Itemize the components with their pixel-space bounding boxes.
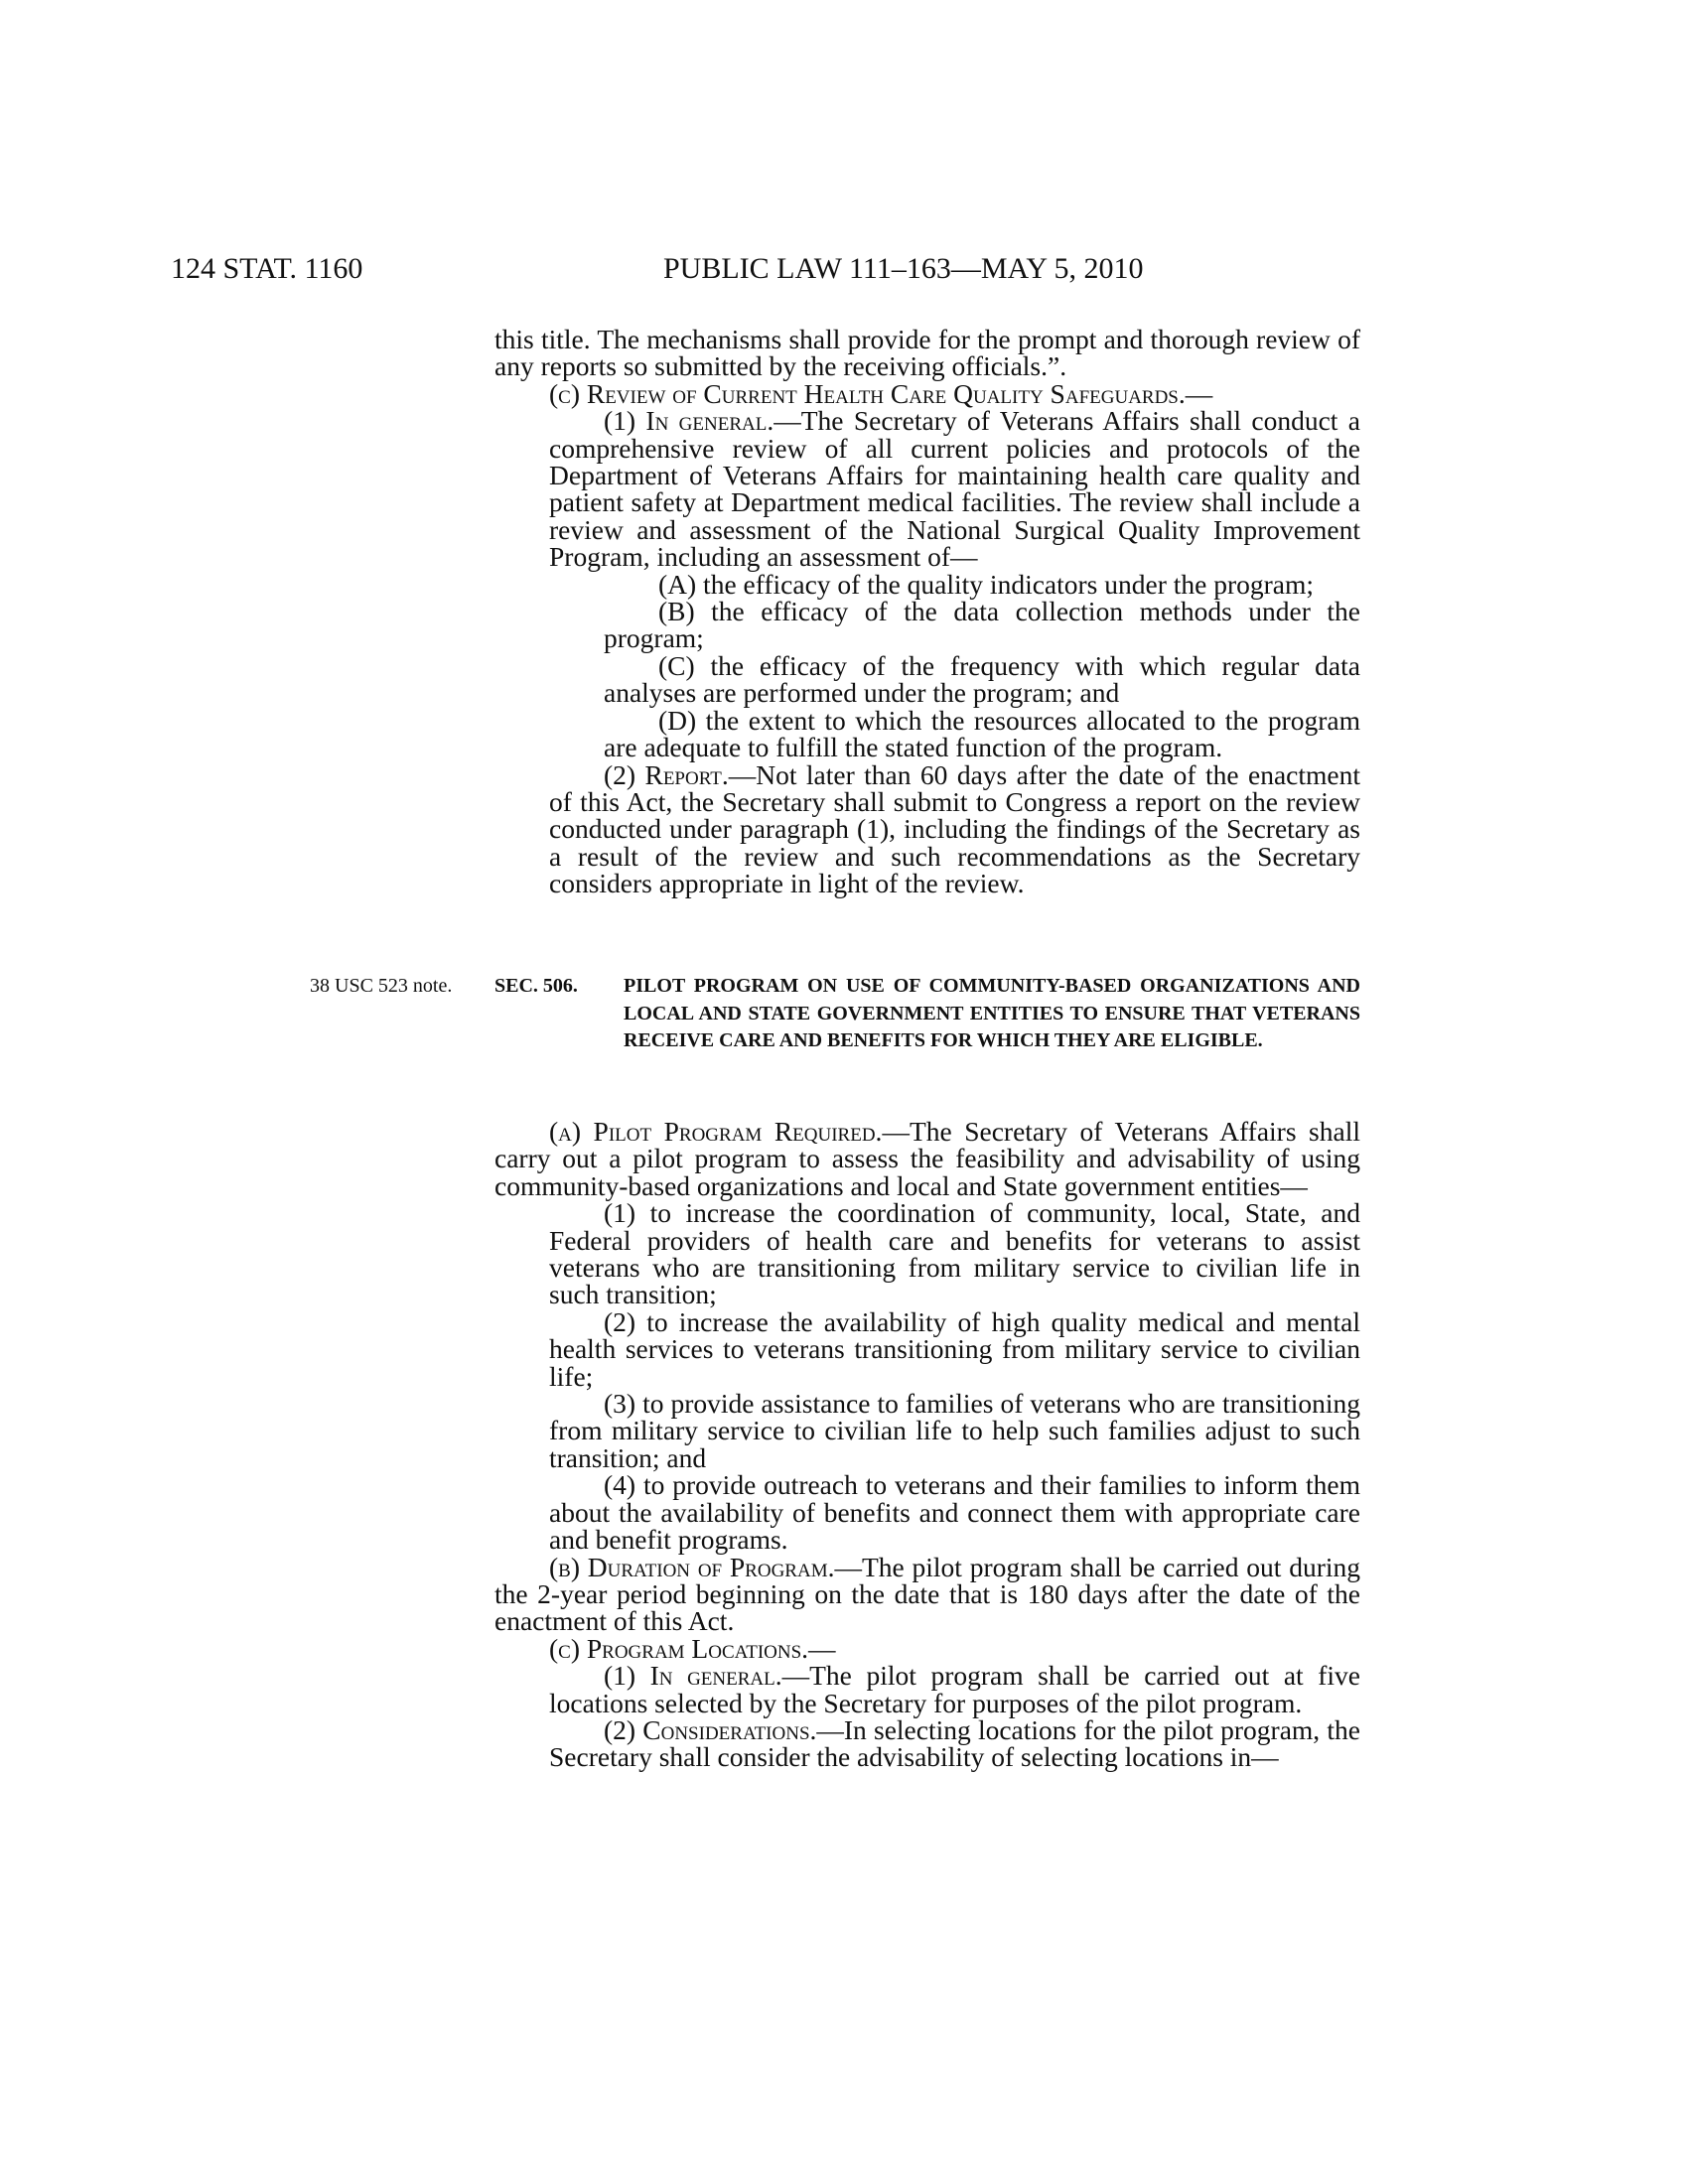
paragraph: (1) to increase the coordination of community, local, State, and Federal providers of health care and benefits for veterans to assist veterans who are transitioning from military service to civilian life in such transition; bbox=[549, 1197, 1360, 1310]
section-number: SEC. 506. bbox=[494, 975, 578, 997]
section-heading bbox=[494, 973, 1360, 1055]
paragraph: (1) In general.—The pilot program shall be carried out at five locations selected by the Secretary for purposes of the pilot program. bbox=[549, 1660, 1360, 1718]
paragraph: (3) to provide assistance to families of veterans who are transitioning from military service to civilian life to help such families adjust to such transition; and bbox=[549, 1388, 1360, 1473]
paragraph: (4) to provide outreach to veterans and their families to inform them about the availability of benefits and connect them with appropriate care and benefit programs. bbox=[549, 1469, 1360, 1556]
subsection-heading: (c) Program Locations.— bbox=[549, 1632, 836, 1664]
page-reference: 124 STAT. 1160 bbox=[171, 252, 363, 285]
text-block-1 bbox=[494, 326, 1360, 897]
subparagraph: (B) the efficacy of the data collection methods under the program; bbox=[604, 596, 1360, 654]
paragraph: (2) Considerations.—In selecting locations for the pilot program, the Secretary shall consider the advisability of selecting locations in— bbox=[549, 1713, 1360, 1773]
paragraph: this title. The mechanisms shall provide for the prompt and thorough review of any reports so submitted by the receiving officials.”. bbox=[494, 324, 1360, 382]
running-title: PUBLIC LAW 111–163—MAY 5, 2010 bbox=[663, 252, 1144, 285]
text-block-2 bbox=[494, 1118, 1360, 1771]
subsection: (a) Pilot Program Required.—The Secretary of Veterans Affairs shall carry out a pilot program to assess the feasibility and advisability of using community-based organizations and local and State government entities— bbox=[494, 1116, 1360, 1201]
paragraph: (2) to increase the availability of high quality medical and mental health services to veterans transitioning from military service to civilian life; bbox=[549, 1305, 1360, 1392]
marginal-note: 38 USC 523 note. bbox=[310, 975, 453, 997]
subsection: (b) Duration of Program.—The pilot program shall be carried out during the 2-year period beginning on the date that is 180 days after the date of the enactment of this Act. bbox=[494, 1551, 1360, 1637]
subsection-heading: (c) Review of Current Health Care Quality Safeguards.— bbox=[549, 377, 1213, 409]
subparagraph: (A) the efficacy of the quality indicators under the program; bbox=[658, 568, 1315, 600]
subparagraph: (D) the extent to which the resources allocated to the program are adequate to fulfill the stated function of the program. bbox=[604, 704, 1360, 763]
section-title: PILOT PROGRAM ON USE OF COMMUNITY-BASED ORGANIZATIONS AND LOCAL AND STATE GOVERNMENT ENTITIES TO ENSURE THAT VETERANS RECEIVE CARE AND BENEFITS FOR WHICH THEY ARE ELIGIBLE. bbox=[624, 975, 1360, 1051]
paragraph: (2) Report.—Not later than 60 days after the date of the enactment of this Act, the Secretary shall submit to Congress a report on the review conducted under paragraph (1), including the findings of the Secretary as a result of the review and such recommendations as the Secretary considers appropriate in light of the review. bbox=[549, 758, 1360, 899]
subparagraph: (C) the efficacy of the frequency with which regular data analyses are performed under the program; and bbox=[604, 649, 1360, 709]
paragraph: (1) In general.—The Secretary of Veterans Affairs shall conduct a comprehensive review of all current policies and protocols of the Department of Veterans Affairs for maintaining health care quality and patient safety at Department medical facilities. The review shall include a review and assessment of the National Surgical Quality Improvement Program, including an assessment of— bbox=[549, 405, 1360, 573]
